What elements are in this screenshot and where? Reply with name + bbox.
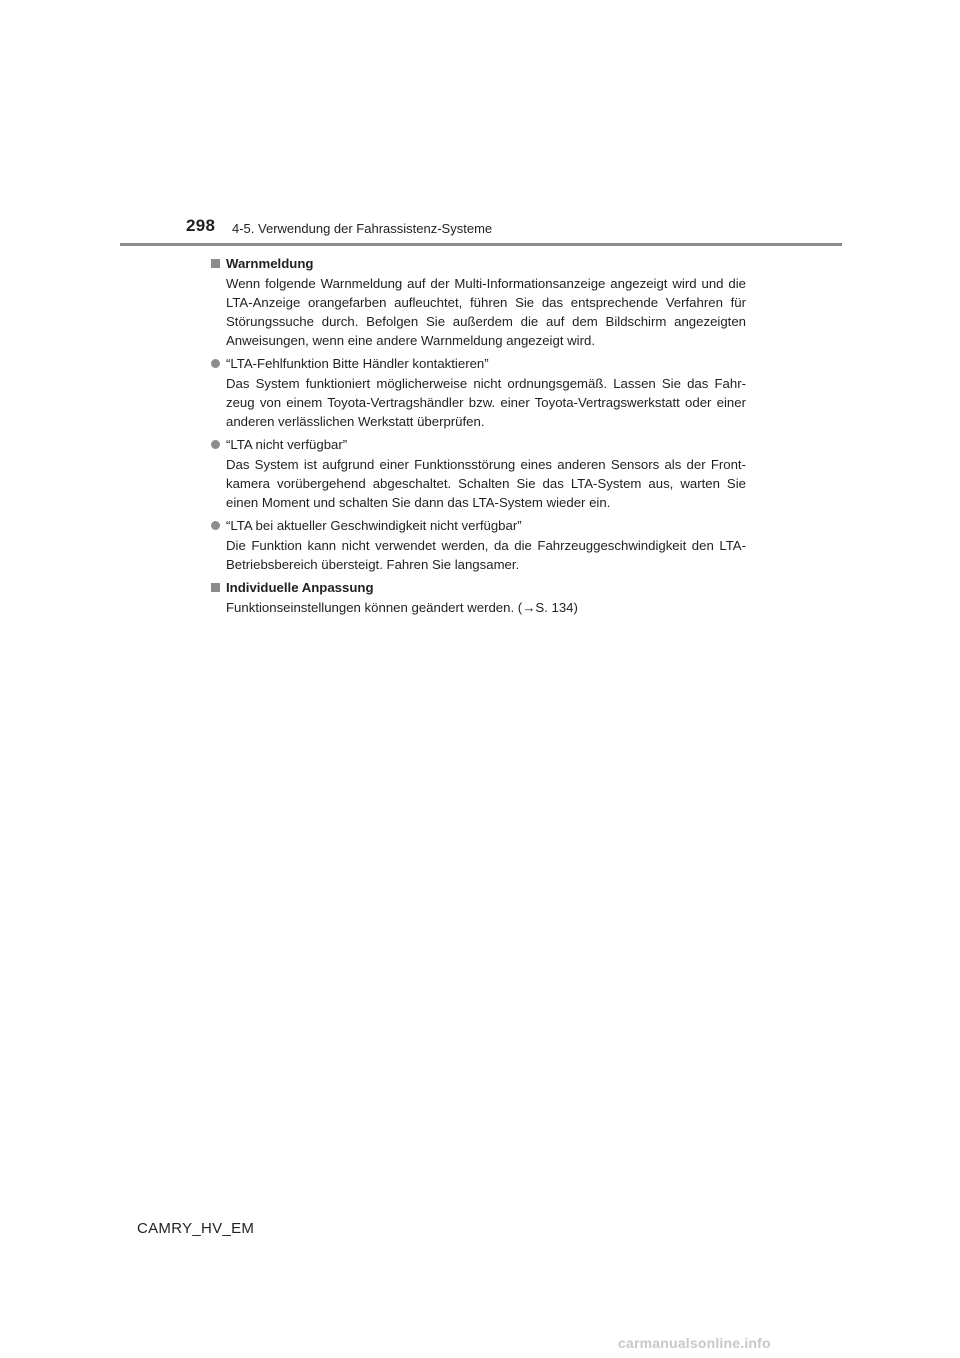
warning-item-title: “LTA bei aktueller Geschwindigkeit nicht verfügbar” bbox=[226, 518, 522, 533]
warning-item-text: Die Funktion kann nicht verwendet werden, da die Fahrzeuggeschwindigkeit den LTA-Betriebsbereich übersteigt. Fahren Sie langsamer. bbox=[226, 538, 746, 572]
warning-item-title: “LTA nicht verfügbar” bbox=[226, 437, 348, 452]
customization-section bbox=[210, 578, 746, 617]
document-code: CAMRY_HV_EM bbox=[137, 1220, 255, 1237]
round-bullet-icon bbox=[211, 521, 220, 530]
header-divider bbox=[120, 243, 842, 246]
customization-text: Funktionseinstellungen können geändert werden. ( bbox=[226, 600, 523, 615]
warning-item bbox=[210, 354, 746, 373]
round-bullet-icon bbox=[211, 359, 220, 368]
warning-intro-paragraph: Wenn folgende Warnmeldung auf der Multi-Informationsanzeige angezeigt wird und die LTA-Anzeige orangefarben aufleuchtet, führen Sie das entsprechende Verfahren für Störungssuche durch. Befolgen Sie außerdem die auf dem Bildschirm angezeigten Anweisungen, wenn eine andere Warnmeldung angezeigt wird. bbox=[226, 276, 746, 348]
warning-section bbox=[210, 254, 746, 574]
page-number: 298 bbox=[186, 216, 216, 235]
round-bullet-icon bbox=[211, 440, 220, 449]
square-bullet-icon bbox=[211, 259, 220, 268]
watermark: carmanualsonline.info bbox=[618, 1335, 771, 1351]
heading-text: Warnmeldung bbox=[226, 256, 314, 271]
warning-item-text: Das System funktioniert möglicherweise nicht ordnungsgemäß. Lassen Sie das Fahr-zeug von einem Toyota-Vertragshändler bzw. einer Toyota-Vertragswerkstatt oder einer anderen verlässlichen Werkstatt überprüfen. bbox=[226, 376, 746, 429]
section-heading-warning bbox=[210, 254, 746, 273]
warning-item bbox=[210, 435, 746, 454]
section-title: 4-5. Verwendung der Fahrassistenz-Systeme bbox=[232, 221, 493, 236]
page-content bbox=[210, 254, 746, 621]
customization-text-end: ) bbox=[573, 600, 578, 615]
heading-text: Individuelle Anpassung bbox=[226, 580, 374, 595]
customization-paragraph bbox=[210, 598, 746, 617]
page-reference-link[interactable]: S. 134 bbox=[535, 600, 574, 615]
section-heading-customization bbox=[210, 578, 746, 597]
arrow-icon: → bbox=[522, 600, 536, 615]
square-bullet-icon bbox=[211, 583, 220, 592]
warning-item bbox=[210, 516, 746, 535]
warning-item-text: Das System ist aufgrund einer Funktionsstörung eines anderen Sensors als der Front-kamera vorübergehend abgeschaltet. Schalten Sie das LTA-System aus, warten Sie einen Moment und schalten Sie dann das LTA-System wieder ein. bbox=[226, 457, 746, 510]
warning-item-title: “LTA-Fehlfunktion Bitte Händler kontaktieren” bbox=[226, 356, 489, 371]
